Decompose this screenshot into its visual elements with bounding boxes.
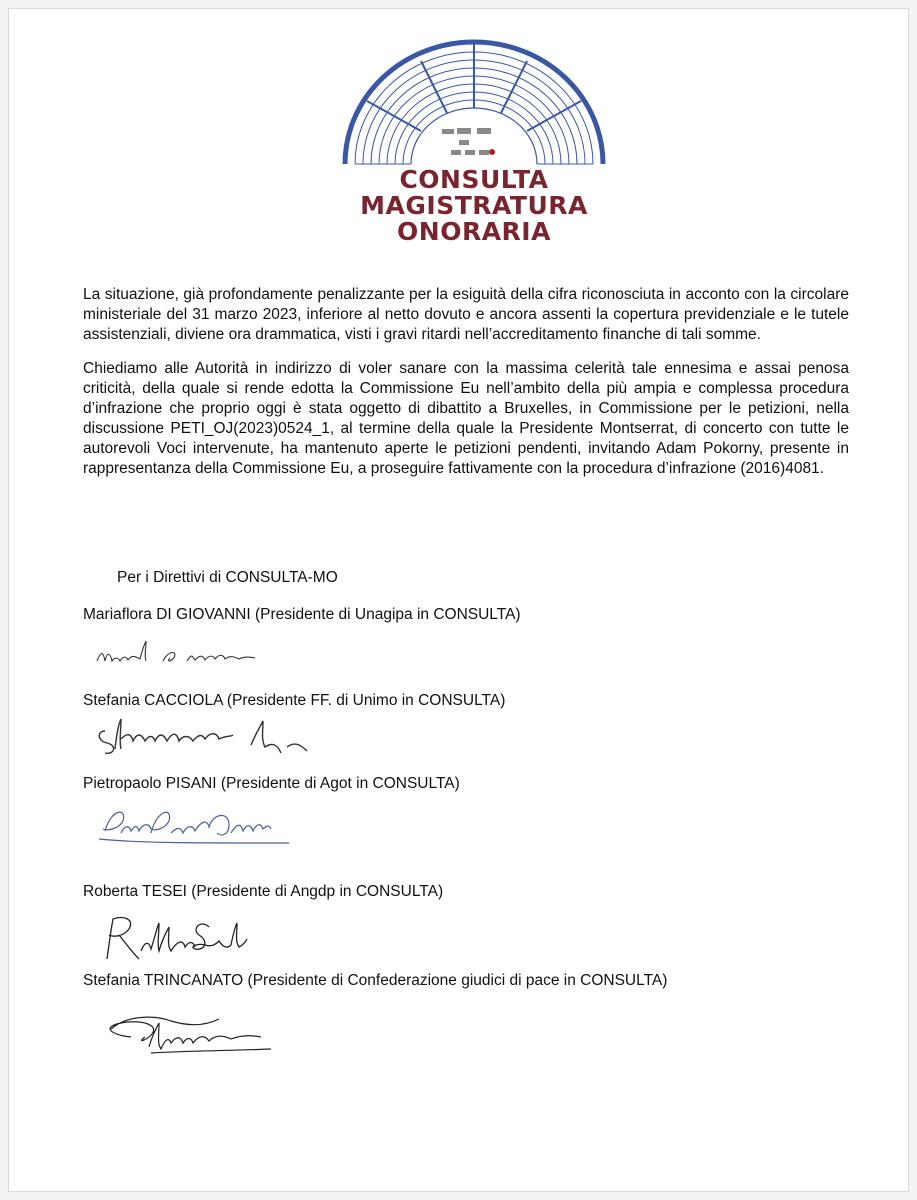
logo-line-1: CONSULTA: [399, 165, 549, 194]
logo-wordmark: [339, 167, 609, 245]
consulta-logo: [339, 29, 609, 249]
signer-name-cacciola: Stefania CACCIOLA (Presidente FF. di Unimo in CONSULTA): [83, 692, 506, 709]
signature-tesei: [91, 907, 271, 965]
signature-di-giovanni: [91, 637, 281, 673]
signer-name-trincanato: Stefania TRINCANATO (Presidente di Confederazione giudici di pace in CONSULTA): [83, 972, 668, 989]
theater-arc-graphic: [339, 29, 609, 169]
closing-line: Per i Direttivi di CONSULTA-MO: [117, 569, 338, 586]
signature-trincanato: [91, 1003, 301, 1063]
logo-line-3: ONORARIA: [397, 217, 551, 246]
signer-name-pisani: Pietropaolo PISANI (Presidente di Agot in CONSULTA): [83, 775, 460, 792]
paragraph-richiesta: Chiediamo alle Autorità in indirizzo di voler sanare con la massima celerità tale ennesima e assai penosa criticità, della quale si rende edotta la Commissione Eu nell’ambito della più ampia e complessa procedura d’infrazione che proprio oggi è stata oggetto di dibattito a Bruxelles, in Commissione per le petizioni, nella discussione PETI_OJ(2023)0524_1, al termine della quale la Presidente Montserrat, di concerto con tutte le autorevoli Voci intervenute, ha mantenuto aperte le petizioni pendenti, invitando Adam Pokorny, presente in rappresentanza della Commissione Eu, a proseguire fattivamente con la procedura d’infrazione (2016)4081.: [83, 360, 849, 477]
signer-name-di-giovanni: Mariaflora DI GIOVANNI (Presidente di Unagipa in CONSULTA): [83, 606, 521, 623]
logo-line-2: MAGISTRATURA: [360, 191, 588, 220]
document-page: [8, 8, 909, 1192]
letter-body: [83, 285, 849, 493]
signature-cacciola: [91, 709, 331, 763]
signature-pisani: [91, 795, 311, 851]
signer-name-tesei: Roberta TESEI (Presidente di Angdp in CONSULTA): [83, 883, 444, 900]
paragraph-situazione: La situazione, già profondamente penalizzante per la esiguità della cifra riconosciuta in acconto con la circolare ministeriale del 31 marzo 2023, inferiore al netto dovuto e ancora assenti la copertura previdenziale e le tutele assistenziali, diviene ora drammatica, visti i gravi ritardi nell’accreditamento finanche di tali somme.: [83, 286, 849, 343]
